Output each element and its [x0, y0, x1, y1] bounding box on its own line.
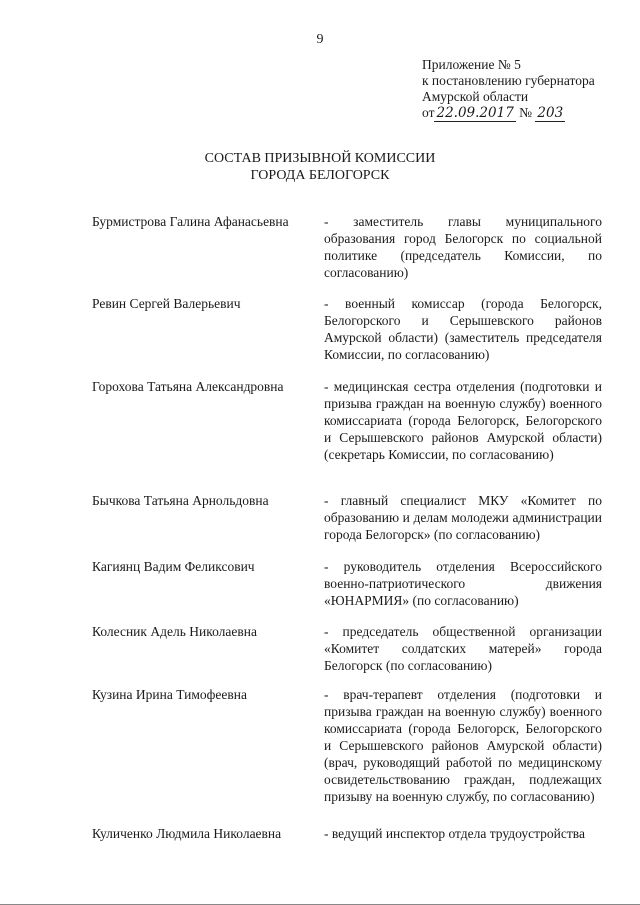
member-name: Ревин Сергей Валерьевич — [92, 296, 241, 311]
member-role: - заместитель главы муниципального образования город Белогорск по социальной политике (председатель Комиссии, по согласованию) — [324, 214, 602, 280]
title-line-1: СОСТАВ ПРИЗЫВНОЙ КОМИССИИ — [204, 151, 436, 166]
title-line-2: ГОРОДА БЕЛОГОРСК — [250, 168, 390, 183]
member-role: - врач-терапевт отделения (подготовки и призыва граждан на военную службу) военного комиссариата (города Белогорск, Белогорского и Серышевского районов Амурской области) (врач, руководящий работой по медицинскому освидетельствованию граждан, подлежащих призыву на военную службу, по согласованию) — [324, 687, 602, 804]
member-name: Бычкова Татьяна Арнольдовна — [92, 493, 269, 508]
number-prefix: № — [519, 105, 533, 120]
member-role: - главный специалист МКУ «Комитет по образованию и делам молодежи администрации города Белогорск» (по согласованию) — [324, 493, 602, 542]
document-title — [0, 150, 640, 184]
member-role: - ведущий инспектор отдела трудоустройства — [324, 826, 585, 841]
appendix-header — [422, 57, 595, 121]
member-name: Куличенко Людмила Николаевна — [92, 826, 282, 841]
date-prefix: от — [422, 105, 435, 120]
member-role: - военный комиссар (города Белогорск, Белогорского и Серышевского районов Амурской области) (заместитель председателя Комиссии, по согласованию) — [324, 296, 602, 362]
member-role: - председатель общественной организации «Комитет солдатских матерей» города Белогорск (по согласованию) — [324, 624, 602, 673]
page-number: 9 — [316, 32, 324, 47]
member-name: Колесник Адель Николаевна — [92, 624, 257, 639]
member-name: Горохова Татьяна Александровна — [92, 379, 284, 394]
appendix-line-3: Амурской области — [422, 89, 529, 104]
member-role: - руководитель отделения Всероссийского военно-патриотического движения «ЮНАРМИЯ» (по согласованию) — [324, 559, 602, 608]
handwritten-date: 22.09.2017 — [436, 105, 514, 121]
member-role: - медицинская сестра отделения (подготовки и призыва граждан на военную службу) военного комиссариата (города Белогорск, Белогорского и Серышевского районов Амурской области) (секретарь Комиссии, по согласованию) — [324, 379, 602, 462]
handwritten-number: 203 — [537, 105, 564, 121]
appendix-line-2: к постановлению губернатора — [422, 73, 595, 88]
appendix-date-line — [422, 105, 595, 121]
appendix-line-1: Приложение № 5 — [422, 57, 521, 72]
member-name: Бурмистрова Галина Афанасьевна — [92, 214, 289, 229]
member-name: Кагиянц Вадим Феликсович — [92, 559, 255, 574]
member-name: Кузина Ирина Тимофеевна — [92, 687, 247, 702]
